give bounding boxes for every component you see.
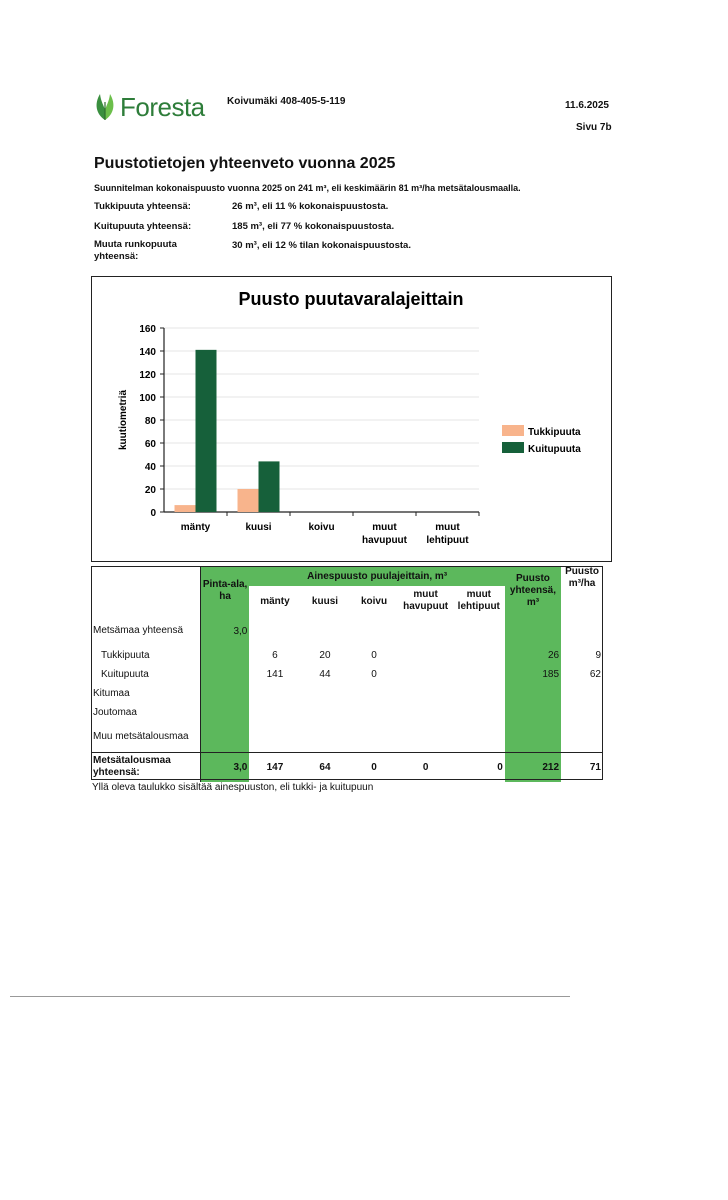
cell-volume (300, 684, 349, 703)
row-label: Joutomaa (91, 703, 200, 722)
x-tick-label: koivu (308, 522, 335, 533)
cell-per-ha (561, 684, 603, 703)
header-species: muut havupuut (403, 589, 449, 612)
cell-volume (300, 703, 349, 722)
row-label: Muu metsätalousmaa (91, 722, 200, 752)
y-tick-label: 120 (139, 370, 156, 381)
cell-volume (453, 722, 505, 752)
x-tick-label: mänty (180, 522, 211, 533)
summary-value-kuitu: 185 m³, eli 77 % kokonaispuustosta. (232, 221, 395, 232)
x-tick-label: havupuut (362, 535, 407, 546)
cell-pinta-ala (200, 722, 249, 752)
cell-volume: 0 (371, 761, 377, 773)
cell-total (505, 684, 561, 703)
cell-per-ha: 71 (589, 761, 601, 773)
table-total-row (91, 752, 603, 782)
cell-volume: 0 (497, 761, 503, 773)
summary-value-tukki: 26 m³, eli 11 % kokonaispuustosta. (232, 201, 389, 212)
table-footnote: Yllä oleva taulukko sisältää ainespuuston, eli tukki- ja kuitupuun (92, 782, 374, 793)
cell-volume (249, 703, 300, 722)
row-label: Kuitupuuta (91, 665, 200, 684)
bar-kuitupuuta (196, 350, 217, 512)
bar-tukkipuuta (175, 505, 196, 512)
legend-label: Kuitupuuta (528, 444, 581, 455)
cell-pinta-ala (200, 646, 249, 665)
cell-volume: 6 (272, 650, 278, 661)
cell-per-ha: 9 (595, 650, 601, 661)
cell-pinta-ala: 3,0 (200, 752, 249, 782)
cell-per-ha (561, 616, 603, 646)
cell-volume (350, 684, 399, 703)
cell-volume (300, 616, 349, 646)
cell-volume (453, 703, 505, 722)
cell-total (505, 722, 561, 752)
x-tick-label: muut (435, 522, 460, 533)
header-puusto-ha: Puusto m³/ha (565, 566, 599, 589)
chart-frame (91, 276, 612, 562)
cell-per-ha (561, 703, 603, 722)
chart-title: Puusto puutavaralajeittain (238, 289, 464, 309)
logo (92, 88, 205, 124)
y-tick-label: 20 (144, 485, 156, 496)
legend-swatch (502, 425, 524, 436)
summary-label-muu: Muuta runkopuuta yhteensä: (94, 239, 177, 262)
table-row (91, 684, 603, 703)
cell-total: 212 (505, 752, 561, 782)
cell-pinta-ala: 3,0 (200, 616, 249, 646)
cell-volume (350, 703, 399, 722)
table-row (91, 616, 603, 646)
cell-per-ha (561, 722, 603, 752)
row-label: Kitumaa (91, 684, 200, 703)
summary-label-tukki: Tukkipuuta yhteensä: (94, 201, 191, 212)
cell-volume (300, 722, 349, 752)
cell-volume: 20 (319, 650, 331, 661)
cell-per-ha: 62 (589, 669, 601, 680)
x-tick-label: lehtipuut (426, 535, 469, 546)
y-tick-label: 100 (139, 393, 156, 404)
summary-label-kuitu: Kuitupuuta yhteensä: (94, 221, 192, 232)
property-id: Koivumäki 408-405-5-119 (227, 96, 346, 107)
row-label: Tukkipuuta (91, 646, 200, 665)
legend-label: Tukkipuuta (528, 427, 581, 438)
y-tick-label: 160 (139, 324, 156, 335)
cell-volume: 44 (319, 669, 331, 680)
cell-volume: 141 (266, 669, 284, 680)
y-tick-label: 60 (144, 439, 156, 450)
header-species: mänty (260, 595, 290, 607)
cell-volume (453, 684, 505, 703)
bar-tukkipuuta (238, 489, 259, 512)
cell-volume (249, 722, 300, 752)
header-species: muut lehtipuut (457, 589, 500, 612)
header-puusto-yhteensa: Puusto yhteensä, m³ (505, 566, 561, 616)
cell-volume (399, 665, 453, 684)
page-number: Sivu 7b (576, 122, 612, 133)
y-tick-label: 80 (144, 416, 156, 427)
y-tick-label: 40 (144, 462, 156, 473)
cell-volume (399, 616, 453, 646)
bar-chart (92, 277, 611, 561)
table-row (91, 722, 603, 752)
cell-volume (399, 722, 453, 752)
cell-total (505, 616, 561, 646)
header-pinta-ala: Pinta-ala, ha (200, 566, 249, 616)
cell-volume (350, 616, 399, 646)
cell-volume: 147 (266, 761, 284, 773)
header-species: koivu (360, 595, 388, 607)
bottom-rule (10, 996, 570, 997)
cell-volume (350, 722, 399, 752)
table-row (91, 703, 603, 722)
cell-volume (453, 646, 505, 665)
cell-volume: 0 (371, 650, 377, 661)
cell-volume: 0 (422, 761, 429, 773)
cell-volume (249, 616, 300, 646)
table-corner (91, 566, 200, 616)
row-label: Metsämaa yhteensä (91, 616, 200, 646)
summary-value-muu: 30 m³, eli 12 % tilan kokonaispuustosta. (232, 240, 411, 251)
header-species: kuusi (311, 595, 339, 607)
cell-pinta-ala (200, 684, 249, 703)
header-ainespuusto: Ainespuusto puulajeittain, m³ (249, 566, 504, 586)
logo-text: Foresta (120, 92, 205, 122)
summary-table (91, 566, 603, 782)
y-tick-label: 0 (150, 508, 156, 519)
leaf-logo-icon (92, 88, 118, 122)
x-tick-label: kuusi (245, 522, 272, 533)
cell-volume: 0 (371, 669, 377, 680)
cell-total: 26 (505, 646, 561, 665)
row-label: Metsätalousmaa yhteensä: (91, 752, 200, 782)
y-axis-label: kuutiometriä (118, 389, 129, 451)
x-tick-label: muut (372, 522, 397, 533)
y-tick-label: 140 (139, 347, 156, 358)
page-title: Puustotietojen yhteenveto vuonna 2025 (94, 155, 396, 172)
document-date: 11.6.2025 (565, 100, 609, 111)
cell-volume (399, 646, 453, 665)
legend-swatch (502, 442, 524, 453)
cell-pinta-ala (200, 665, 249, 684)
cell-volume (399, 684, 453, 703)
table-row (91, 646, 603, 665)
bar-kuitupuuta (259, 461, 280, 512)
summary-intro: Suunnitelman kokonaispuusto vuonna 2025 on 241 m³, eli keskimäärin 81 m³/ha metsätalousmaalla. (94, 183, 521, 193)
cell-volume (399, 703, 453, 722)
cell-total: 185 (505, 665, 561, 684)
cell-volume: 64 (319, 761, 331, 773)
cell-total (505, 703, 561, 722)
cell-pinta-ala (200, 703, 249, 722)
cell-volume (249, 684, 300, 703)
table-row (91, 665, 603, 684)
cell-volume (453, 616, 505, 646)
cell-volume (453, 665, 505, 684)
